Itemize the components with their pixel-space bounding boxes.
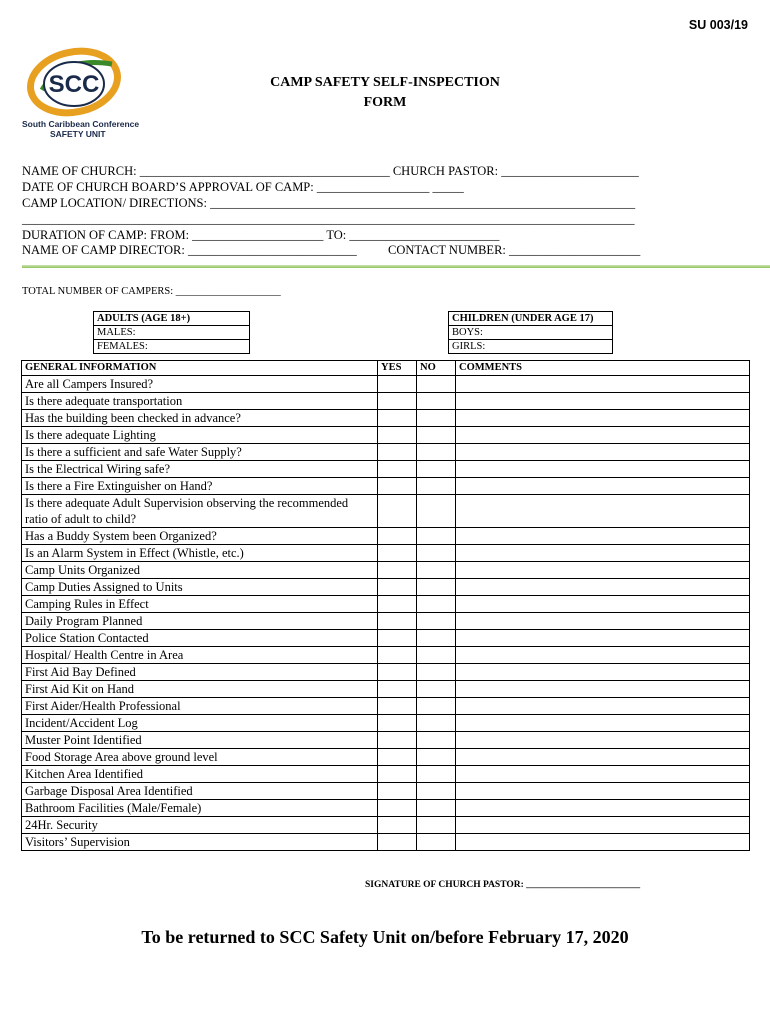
col-general-information: GENERAL INFORMATION: [22, 361, 378, 376]
camp-duration-field[interactable]: DURATION OF CAMP: FROM: _____________________ TO: ________________________: [22, 228, 500, 242]
yes-cell[interactable]: [378, 715, 417, 732]
no-cell[interactable]: [417, 664, 456, 681]
children-table: [448, 311, 613, 354]
question-text: Food Storage Area above ground level: [22, 749, 378, 766]
no-cell[interactable]: [417, 766, 456, 783]
no-cell[interactable]: [417, 495, 456, 528]
comments-cell[interactable]: [456, 427, 750, 444]
question-text: Is the Electrical Wiring safe?: [22, 461, 378, 478]
table-row: [22, 545, 750, 562]
table-row: [22, 749, 750, 766]
question-text: First Aid Bay Defined: [22, 664, 378, 681]
comments-cell[interactable]: [456, 664, 750, 681]
no-cell[interactable]: [417, 647, 456, 664]
table-row: [22, 800, 750, 817]
camp-location-field[interactable]: CAMP LOCATION/ DIRECTIONS: ____________________________________________________________________: [22, 196, 636, 210]
form-title-line1: CAMP SAFETY SELF-INSPECTION: [270, 75, 500, 90]
table-row: [22, 444, 750, 461]
table-row: [22, 732, 750, 749]
no-cell[interactable]: [417, 817, 456, 834]
no-cell[interactable]: [417, 461, 456, 478]
table-header-row: [22, 361, 750, 376]
no-cell[interactable]: [417, 732, 456, 749]
no-cell[interactable]: [417, 681, 456, 698]
adults-table: [93, 311, 250, 354]
question-text: Is there adequate Adult Supervision observing the recommended ratio of adult to child?: [22, 495, 378, 528]
yes-cell[interactable]: [378, 545, 417, 562]
comments-cell[interactable]: [456, 495, 750, 528]
table-row: [22, 766, 750, 783]
yes-cell[interactable]: [378, 647, 417, 664]
question-text: Police Station Contacted: [22, 630, 378, 647]
col-no: NO: [417, 361, 456, 376]
question-text: Incident/Accident Log: [22, 715, 378, 732]
table-row: [22, 427, 750, 444]
yes-cell[interactable]: [378, 664, 417, 681]
no-cell[interactable]: [417, 800, 456, 817]
comments-cell[interactable]: [456, 528, 750, 545]
comments-cell[interactable]: [456, 376, 750, 393]
yes-cell[interactable]: [378, 461, 417, 478]
yes-cell[interactable]: [378, 817, 417, 834]
question-text: Bathroom Facilities (Male/Female): [22, 800, 378, 817]
question-text: Daily Program Planned: [22, 613, 378, 630]
question-text: Camp Duties Assigned to Units: [22, 579, 378, 596]
yes-cell[interactable]: [378, 732, 417, 749]
table-row: [22, 630, 750, 647]
yes-cell[interactable]: [378, 579, 417, 596]
males-field[interactable]: MALES:: [94, 326, 250, 340]
question-text: Muster Point Identified: [22, 732, 378, 749]
females-field[interactable]: FEMALES:: [94, 340, 250, 354]
table-row: [22, 478, 750, 495]
return-deadline-note: To be returned to SCC Safety Unit on/before February 17, 2020: [141, 927, 629, 947]
yes-cell[interactable]: [378, 613, 417, 630]
logo-org-line1: South Caribbean Conference: [22, 119, 140, 129]
logo-org-name: [22, 119, 139, 139]
logo-text: SCC: [48, 71, 100, 98]
yes-cell[interactable]: [378, 596, 417, 613]
comments-cell[interactable]: [456, 783, 750, 800]
no-cell[interactable]: [417, 783, 456, 800]
comments-cell[interactable]: [456, 461, 750, 478]
question-text: Has a Buddy System been Organized?: [22, 528, 378, 545]
comments-cell[interactable]: [456, 766, 750, 783]
yes-cell[interactable]: [378, 444, 417, 461]
church-name-pastor-field[interactable]: NAME OF CHURCH: ________________________________________ CHURCH PASTOR: ______________________: [22, 164, 639, 178]
table-row: [22, 647, 750, 664]
question-text: Is there a Fire Extinguisher on Hand?: [22, 478, 378, 495]
table-row: [22, 562, 750, 579]
question-text: Is there a sufficient and safe Water Supply?: [22, 444, 378, 461]
form-title-line2: FORM: [363, 95, 407, 110]
question-text: Garbage Disposal Area Identified: [22, 783, 378, 800]
question-text: Camp Units Organized: [22, 562, 378, 579]
no-cell[interactable]: [417, 444, 456, 461]
form-title: [230, 73, 540, 113]
table-row: [22, 698, 750, 715]
comments-cell[interactable]: [456, 478, 750, 495]
yes-cell[interactable]: [378, 698, 417, 715]
no-cell[interactable]: [417, 698, 456, 715]
question-text: Are all Campers Insured?: [22, 376, 378, 393]
yes-cell[interactable]: [378, 528, 417, 545]
yes-cell[interactable]: [378, 766, 417, 783]
document-code: SU 003/19: [688, 18, 748, 32]
girls-field[interactable]: GIRLS:: [449, 340, 613, 354]
table-row: [22, 613, 750, 630]
comments-cell[interactable]: [456, 613, 750, 630]
yes-cell[interactable]: [378, 800, 417, 817]
table-row: [22, 393, 750, 410]
comments-cell[interactable]: [456, 579, 750, 596]
table-row: [22, 579, 750, 596]
question-text: Has the building been checked in advance?: [22, 410, 378, 427]
no-cell[interactable]: [417, 613, 456, 630]
comments-cell[interactable]: [456, 630, 750, 647]
comments-cell[interactable]: [456, 681, 750, 698]
comments-cell[interactable]: [456, 393, 750, 410]
yes-cell[interactable]: [378, 376, 417, 393]
no-cell[interactable]: [417, 749, 456, 766]
no-cell[interactable]: [417, 410, 456, 427]
no-cell[interactable]: [417, 545, 456, 562]
table-row: [22, 783, 750, 800]
table-row: [22, 681, 750, 698]
table-row: [22, 817, 750, 834]
comments-cell[interactable]: [456, 800, 750, 817]
yes-cell[interactable]: [378, 834, 417, 851]
adults-header: ADULTS (AGE 18+): [94, 312, 250, 326]
comments-cell[interactable]: [456, 715, 750, 732]
question-text: Is there adequate transportation: [22, 393, 378, 410]
table-row: [22, 596, 750, 613]
no-cell[interactable]: [417, 562, 456, 579]
table-row: [22, 410, 750, 427]
comments-cell[interactable]: [456, 562, 750, 579]
question-text: Is an Alarm System in Effect (Whistle, etc.): [22, 545, 378, 562]
logo-org-line2: SAFETY UNIT: [50, 129, 106, 139]
yes-cell[interactable]: [378, 783, 417, 800]
yes-cell[interactable]: [378, 681, 417, 698]
pastor-signature-field[interactable]: SIGNATURE OF CHURCH PASTOR: ________________________: [365, 880, 641, 890]
question-text: First Aider/Health Professional: [22, 698, 378, 715]
scc-logo: [22, 46, 132, 118]
yes-cell[interactable]: [378, 410, 417, 427]
question-text: 24Hr. Security: [22, 817, 378, 834]
yes-cell[interactable]: [378, 495, 417, 528]
yes-cell[interactable]: [378, 478, 417, 495]
comments-cell[interactable]: [456, 698, 750, 715]
no-cell[interactable]: [417, 528, 456, 545]
table-row: [22, 664, 750, 681]
no-cell[interactable]: [417, 579, 456, 596]
table-row: [22, 528, 750, 545]
question-text: Is there adequate Lighting: [22, 427, 378, 444]
question-text: Camping Rules in Effect: [22, 596, 378, 613]
no-cell[interactable]: [417, 427, 456, 444]
comments-cell[interactable]: [456, 545, 750, 562]
inspection-rows: [22, 376, 750, 851]
no-cell[interactable]: [417, 834, 456, 851]
no-cell[interactable]: [417, 478, 456, 495]
yes-cell[interactable]: [378, 749, 417, 766]
question-text: First Aid Kit on Hand: [22, 681, 378, 698]
question-text: Hospital/ Health Centre in Area: [22, 647, 378, 664]
comments-cell[interactable]: [456, 410, 750, 427]
table-row: [22, 461, 750, 478]
total-campers-field[interactable]: TOTAL NUMBER OF CAMPERS: ____________________: [22, 286, 281, 297]
table-row: [22, 495, 750, 528]
no-cell[interactable]: [417, 393, 456, 410]
no-cell[interactable]: [417, 596, 456, 613]
comments-cell[interactable]: [456, 444, 750, 461]
board-approval-date-field[interactable]: DATE OF CHURCH BOARD’S APPROVAL OF CAMP: __________________ _____: [22, 180, 464, 194]
col-yes: YES: [378, 361, 417, 376]
comments-cell[interactable]: [456, 596, 750, 613]
question-text: Visitors’ Supervision: [22, 834, 378, 851]
table-row: [22, 834, 750, 851]
yes-cell[interactable]: [378, 630, 417, 647]
yes-cell[interactable]: [378, 562, 417, 579]
comments-cell[interactable]: [456, 732, 750, 749]
comments-cell[interactable]: [456, 647, 750, 664]
camp-location-field-continued[interactable]: __________________________________________________________________________________________________: [22, 212, 635, 226]
question-text: Kitchen Area Identified: [22, 766, 378, 783]
table-row: [22, 376, 750, 393]
no-cell[interactable]: [417, 376, 456, 393]
comments-cell[interactable]: [456, 817, 750, 834]
comments-cell[interactable]: [456, 834, 750, 851]
boys-field[interactable]: BOYS:: [449, 326, 613, 340]
yes-cell[interactable]: [378, 427, 417, 444]
comments-cell[interactable]: [456, 749, 750, 766]
no-cell[interactable]: [417, 630, 456, 647]
camp-director-contact-field[interactable]: NAME OF CAMP DIRECTOR: ___________________________ CONTACT NUMBER: _____________________: [22, 243, 641, 257]
section-divider: [22, 265, 770, 268]
yes-cell[interactable]: [378, 393, 417, 410]
children-header: CHILDREN (UNDER AGE 17): [449, 312, 613, 326]
table-row: [22, 715, 750, 732]
inspection-table: [21, 360, 750, 851]
col-comments: COMMENTS: [456, 361, 750, 376]
no-cell[interactable]: [417, 715, 456, 732]
